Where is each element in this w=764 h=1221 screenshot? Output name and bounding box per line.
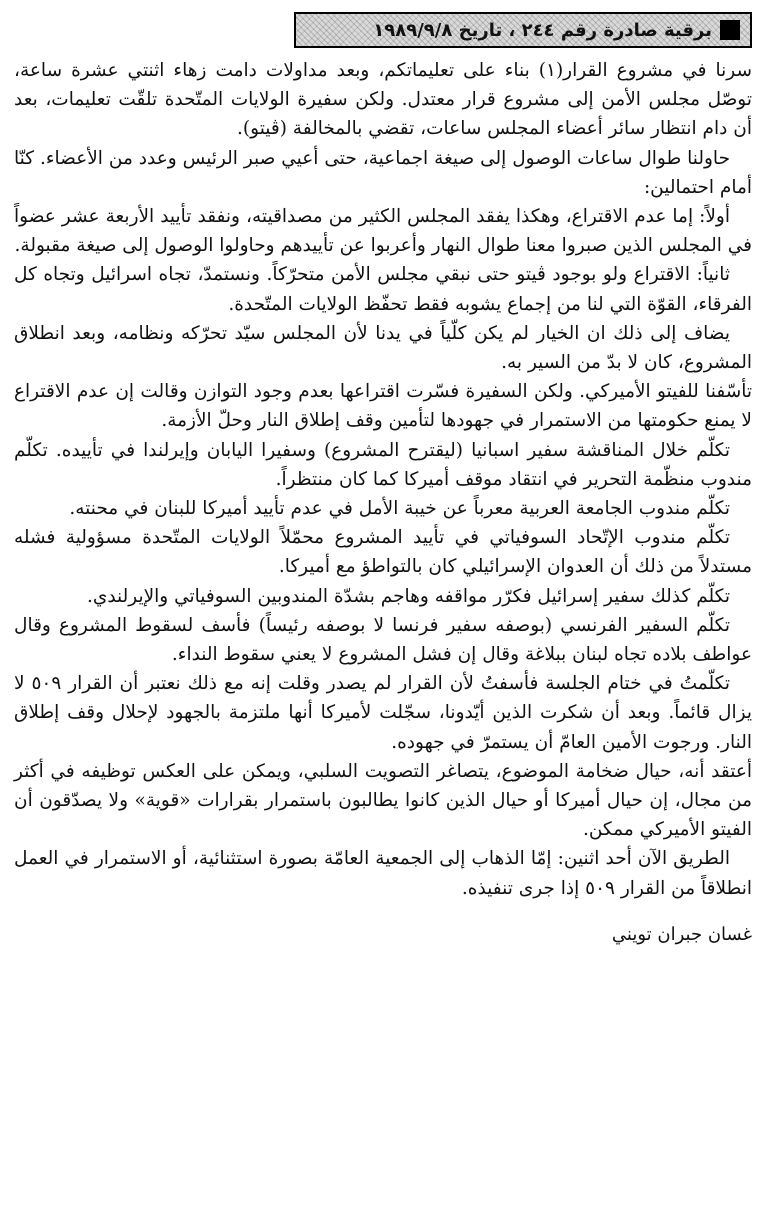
telegram-body: [14, 56, 752, 949]
paragraph-14: الطريق الآن أحد اثنين: إمّا الذهاب إلى الجمعية العامّة بصورة استثنائية، أو الاستمرار في العمل انطلاقاً من القرار ٥٠٩ إذا جرى تنفيذه.: [14, 848, 752, 899]
paragraph-13: أعتقد أنه، حيال ضخامة الموضوع، يتصاغر التصويت السلبي، ويمكن على العكس توظيفه في أكثر من مجال، إن حيال أميركا أو حيال الذين كانوا يطالبون باستمرار بقرارات «قوية» ولا يصدّقون أن الفيتو الأميركي ممكن.: [14, 760, 752, 841]
document-page: [14, 10, 752, 1210]
paragraph-1: سرنا في مشروع القرار(١) بناء على تعليماتكم، وبعد مداولات دامت زهاء اثنتي عشرة ساعة، توصّل مجلس الأمن إلى مشروع قرار معتدل. ولكن سفيرة الولايات المتّحدة تلقّت تعليمات، بعد أن دام انتظار سائر أعضاء المجلس ساعات، تقضي بالمخالفة (ڤيتو).: [14, 60, 752, 140]
paragraph-5: يضاف إلى ذلك ان الخيار لم يكن كلّياً في يدنا لأن المجلس سيّد تحرّكه ونظامه، وبعد انطلاق المشروع، كان لا بدّ من السير به.: [14, 322, 752, 374]
paragraph-11: تكلّم السفير الفرنسي (بوصفه سفير فرنسا لا بوصفه رئيساً) فأسف لسقوط المشروع وقال عواطف بلاده تجاه لبنان ببلاغة وقال إن فشل المشروع لا يعني سقوط النداء.: [14, 614, 752, 666]
paragraph-2: حاولنا طوال ساعات الوصول إلى صيغة اجماعية، حتى أعيي صبر الرئيس وعدد من الأعضاء. كنّا أمام احتمالين:: [14, 147, 752, 198]
paragraph-8: تكلّم مندوب الجامعة العربية معرباً عن خيبة الأمل في عدم تأييد أميركا للبنان في محنته.: [69, 498, 730, 520]
paragraph-6: تأسّفنا للفيتو الأميركي. ولكن السفيرة فسّرت اقتراعها بعدم وجود التوازن وقالت إن عدم الاقتراع لا يمنع حكومتها من الاستمرار في جهودها لتأمين وقف إطلاق النار وحلّ الأزمة.: [14, 381, 752, 432]
telegram-heading: برقية صادرة رقم ٢٤٤ ، تاريخ ١٩٨٩/٩/٨: [373, 19, 712, 41]
telegram-heading-box: [294, 12, 752, 48]
paragraph-12: تكلّمتُ في ختام الجلسة فأسفتُ لأن القرار لم يصدر وقلت إنه مع ذلك نعتبر أن القرار ٥٠٩ لا يزال قائماً. وبعد أن شكرت الذين أيّدونا، سجّلت لأميركا أنها ملتزمة بالجهود لإحلال وقف إطلاق النار. ورجوت الأمين العامّ أن يستمرّ في جهوده.: [14, 673, 752, 753]
paragraph-7: تكلّم خلال المناقشة سفير اسبانيا (ليقترح المشروع) وسفيرا اليابان وإيرلندا في تأييده. تكلّم مندوب منظّمة التحرير في انتقاد موقف أميركا كما كان منتظراً.: [14, 439, 752, 490]
paragraph-3: أولاً: إما عدم الاقتراع، وهكذا يفقد المجلس الكثير من مصداقيته، ونفقد تأييد الأربعة عشر عضواً في المجلس الذين صبروا معنا طوال النهار وأعربوا عن تأييدهم وحاولوا الوصول إلى صيغة مقبولة.: [14, 206, 752, 257]
paragraph-10: تكلّم كذلك سفير إسرائيل فكرّر مواقفه وهاجم بشدّة المندوبين السوفياتي والإيرلندي.: [86, 585, 730, 607]
paragraph-9: تكلّم مندوب الإتّحاد السوفياتي في تأييد المشروع محمّلاً الولايات المتّحدة مسؤولية فشله مستدلاً من ذلك أن العدوان الإسرائيلي كان بالتواطؤ مع أميركا.: [14, 527, 752, 578]
black-square-bullet-icon: [720, 20, 740, 40]
signature: غسان جبران تويني: [611, 923, 752, 945]
document-header: [14, 10, 752, 50]
paragraph-4: ثانياً: الاقتراع ولو بوجود ڤيتو حتى نبقي مجلس الأمن متحرّكاً. ونستمدّ، تجاه اسرائيل وتجاه كل الفرقاء، القوّة التي لنا من إجماع يشوبه فقط تحفّظ الولايات المتّحدة.: [14, 264, 752, 315]
